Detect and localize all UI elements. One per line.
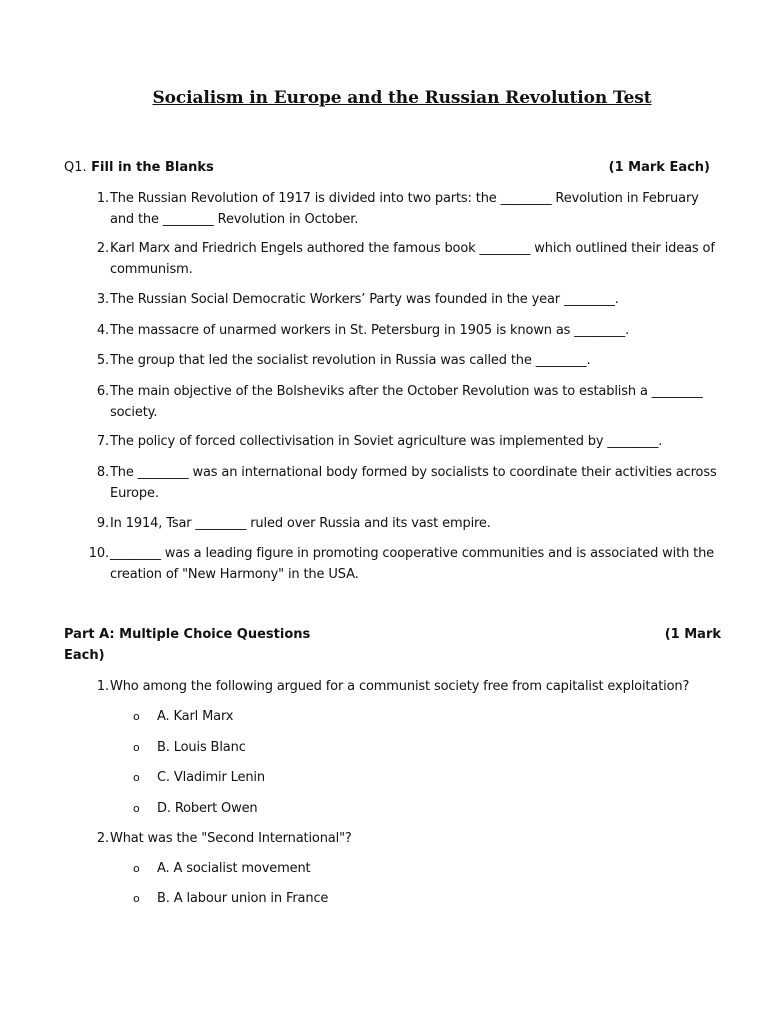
list-item <box>87 289 723 310</box>
section-mcq-heading-continued <box>64 645 720 666</box>
section-fill-blanks-heading <box>64 157 720 178</box>
item-number: 1. <box>96 191 109 206</box>
section-title: Part A: Multiple Choice Questions <box>64 627 311 642</box>
item-number: 1. <box>96 679 109 694</box>
list-item <box>87 513 723 534</box>
item-number: 2. <box>96 241 109 256</box>
marks-label: (1 Mark Each) <box>608 160 710 175</box>
item-text: In 1914, Tsar ________ ruled over Russia and its vast empire. <box>110 516 491 531</box>
list-item <box>87 350 723 371</box>
page-title: Socialism in Europe and the Russian Revolution Test <box>152 88 652 108</box>
mcq-option <box>133 798 258 819</box>
option-text: A. A socialist movement <box>157 861 311 876</box>
item-number: 7. <box>96 434 109 449</box>
list-item <box>87 238 723 280</box>
list-item <box>87 462 723 504</box>
circle-bullet-icon: o <box>133 710 140 723</box>
circle-bullet-icon: o <box>133 892 140 905</box>
item-number: 2. <box>96 831 109 846</box>
mcq-question <box>87 676 723 697</box>
list-item <box>87 543 723 585</box>
mcq-question <box>87 828 723 849</box>
question-text: What was the "Second International"? <box>110 831 352 846</box>
section-mcq-heading <box>64 624 720 645</box>
item-text: ________ was a leading figure in promoting cooperative communities and is associated with the creation of "New Harmony" in the USA. <box>110 546 715 582</box>
item-text: The group that led the socialist revolution in Russia was called the ________. <box>110 353 591 368</box>
item-text: Karl Marx and Friedrich Engels authored the famous book ________ which outlined their ideas of communism. <box>110 241 715 277</box>
item-text: The main objective of the Bolsheviks after the October Revolution was to establish a ________ society. <box>110 384 703 420</box>
item-text: The massacre of unarmed workers in St. Petersburg in 1905 is known as ________. <box>110 323 630 338</box>
item-number: 5. <box>96 353 109 368</box>
option-text: D. Robert Owen <box>157 801 258 816</box>
item-text: The ________ was an international body formed by socialists to coordinate their activities across Europe. <box>110 465 717 501</box>
item-number: 9. <box>96 516 109 531</box>
mcq-option <box>133 888 328 909</box>
option-text: A. Karl Marx <box>157 709 234 724</box>
item-number: 4. <box>96 323 109 338</box>
list-item <box>87 381 723 423</box>
marks-label: (1 Mark <box>664 627 721 642</box>
mcq-option <box>133 706 233 727</box>
list-item <box>87 431 723 452</box>
option-text: B. Louis Blanc <box>157 740 246 755</box>
circle-bullet-icon: o <box>133 862 140 875</box>
question-prefix: Q1. <box>64 160 87 175</box>
list-item <box>87 188 723 230</box>
mcq-option <box>133 737 246 758</box>
item-text: The Russian Revolution of 1917 is divided into two parts: the ________ Revolution in February and the ________ Revolution in October. <box>110 191 699 227</box>
question-text: Who among the following argued for a communist society free from capitalist exploitation? <box>110 679 690 694</box>
mcq-option <box>133 767 265 788</box>
mcq-option <box>133 858 311 879</box>
item-number: 6. <box>96 384 109 399</box>
option-text: C. Vladimir Lenin <box>157 770 265 785</box>
list-item <box>87 320 723 341</box>
item-number: 3. <box>96 292 109 307</box>
item-number: 10. <box>88 546 109 561</box>
circle-bullet-icon: o <box>133 802 140 815</box>
item-text: The policy of forced collectivisation in Soviet agriculture was implemented by ________. <box>110 434 663 449</box>
marks-label-continued: Each) <box>64 648 105 663</box>
item-number: 8. <box>96 465 109 480</box>
item-text: The Russian Social Democratic Workers’ Party was founded in the year ________. <box>110 292 619 307</box>
section-title: Fill in the Blanks <box>91 160 214 175</box>
option-text: B. A labour union in France <box>157 891 329 906</box>
circle-bullet-icon: o <box>133 741 140 754</box>
circle-bullet-icon: o <box>133 771 140 784</box>
